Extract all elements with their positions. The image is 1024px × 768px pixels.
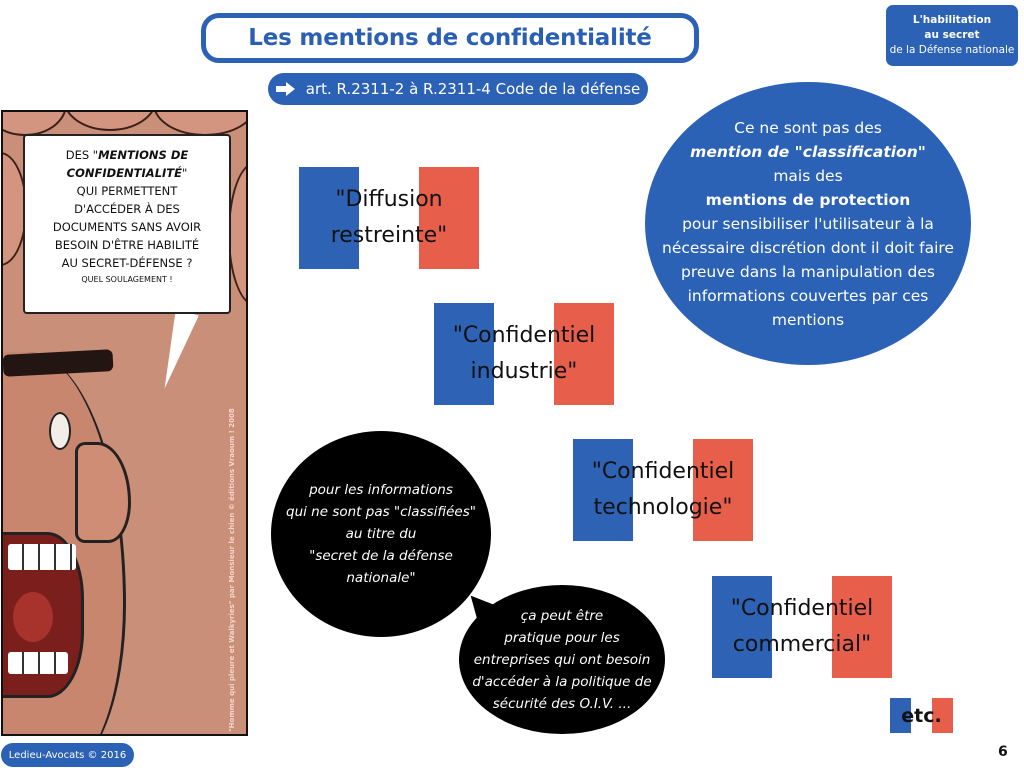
bubble-text: mentions (771, 310, 845, 329)
bubble-text: ça peut être (520, 607, 604, 624)
bubble-text: informations couvertes par ces (687, 286, 929, 305)
speech-text: DES " (65, 148, 99, 162)
badge-line-1: L'habilitation (912, 14, 992, 26)
flag-label (712, 576, 892, 678)
speech-text: QUI PERMETTENT (76, 184, 178, 198)
badge-line-3: de la Défense nationale (889, 44, 1015, 56)
flag-label (299, 167, 479, 269)
title-box (201, 13, 699, 63)
comic-eye (49, 412, 71, 450)
comic-hair-shape (63, 110, 157, 131)
speech-emphasis: CONFIDENTIALITÉ (66, 166, 183, 180)
speech-text: " (182, 166, 188, 180)
bubble-text: entreprises qui ont besoin (473, 651, 651, 668)
bubble-emphasis: mention de "classification" (690, 142, 926, 161)
speech-text: BESOIN D'ÊTRE HABILITÉ (54, 238, 200, 252)
flag-label-line: technologie" (593, 495, 733, 520)
speech-bubble-tail (151, 308, 199, 392)
speech-text-small: QUEL SOULAGEMENT ! (81, 275, 173, 284)
copyright-text: Ledieu-Avocats © 2016 (8, 749, 127, 761)
flag-confidentiel-technologie (573, 439, 753, 541)
bubble-text: pour les informations (309, 482, 453, 498)
bubble-text: qui ne sont pas "classifiées" (286, 504, 476, 520)
flag-label-line: "Confidentiel (591, 459, 735, 484)
flag-confidentiel-industrie (434, 303, 614, 405)
comic-credit: "Homme qui pleure et Walkyries" par Monsieur le chien © éditions Vraoum ! 2008 (228, 408, 236, 732)
flag-label (434, 303, 614, 405)
speech-emphasis: MENTIONS DE (98, 148, 189, 162)
flag-label-line: commercial" (732, 632, 872, 657)
speech-text: AU SECRET-DÉFENSE ? (61, 256, 193, 270)
speech-text: D'ACCÉDER À DES (74, 202, 180, 216)
comic-speech-bubble (23, 134, 231, 314)
comic-nose (75, 442, 131, 543)
flag-label-line: "Confidentiel (730, 596, 874, 621)
protection-explanation-bubble (645, 82, 971, 365)
comic-panel (1, 110, 248, 736)
flag-label: etc. (901, 704, 942, 727)
page-title: Les mentions de confidentialité (248, 25, 652, 51)
flag-confidentiel-commercial (712, 576, 892, 678)
comic-hair-shape (153, 110, 248, 136)
comic-upper-teeth (8, 544, 76, 570)
flag-label-line: "Confidentiel (452, 323, 596, 348)
comic-tongue (13, 592, 53, 642)
unclassified-info-bubble (271, 431, 491, 637)
flag-etc (890, 698, 953, 733)
comic-eyebrow (2, 349, 113, 377)
section-badge (886, 5, 1018, 66)
bubble-text: "secret de la défense (309, 548, 453, 564)
bubble-text: au titre du (345, 526, 417, 542)
bubble-text: nationale" (346, 570, 416, 586)
comic-hair-shape (1, 110, 67, 136)
bubble-text: pour sensibiliser l'utilisateur à la (682, 214, 934, 233)
enterprise-usage-bubble (459, 585, 665, 734)
legal-reference-text: art. R.2311-2 à R.2311-4 Code de la défense (305, 80, 641, 98)
flag-label (573, 439, 753, 541)
bubble-text: nécessaire discrétion dont il doit faire (662, 238, 954, 257)
flag-label-line: restreinte" (330, 223, 448, 248)
bubble-text: pratique pour les (504, 629, 620, 646)
arrow-right-icon (276, 82, 296, 96)
flag-diffusion-restreinte (299, 167, 479, 269)
bubble-text: Ce ne sont pas des (734, 118, 882, 137)
flag-label-line: industrie" (470, 359, 578, 384)
flag-label-line: "Diffusion (335, 187, 443, 212)
badge-line-2: au secret (924, 29, 980, 41)
page-number: 6 (998, 744, 1008, 760)
comic-hair-shape (228, 162, 248, 306)
copyright-pill (1, 743, 134, 767)
bubble-text: d'accéder à la politique de (472, 673, 652, 690)
bubble-text: preuve dans la manipulation des (680, 262, 936, 281)
legal-reference-pill (268, 73, 648, 105)
speech-text: DOCUMENTS SANS AVOIR (52, 220, 202, 234)
bubble-text: sécurité des O.I.V. ... (492, 695, 632, 712)
bubble-emphasis: mentions de protection (705, 190, 911, 209)
bubble-text: mais des (773, 166, 843, 185)
comic-lower-teeth (8, 652, 68, 674)
